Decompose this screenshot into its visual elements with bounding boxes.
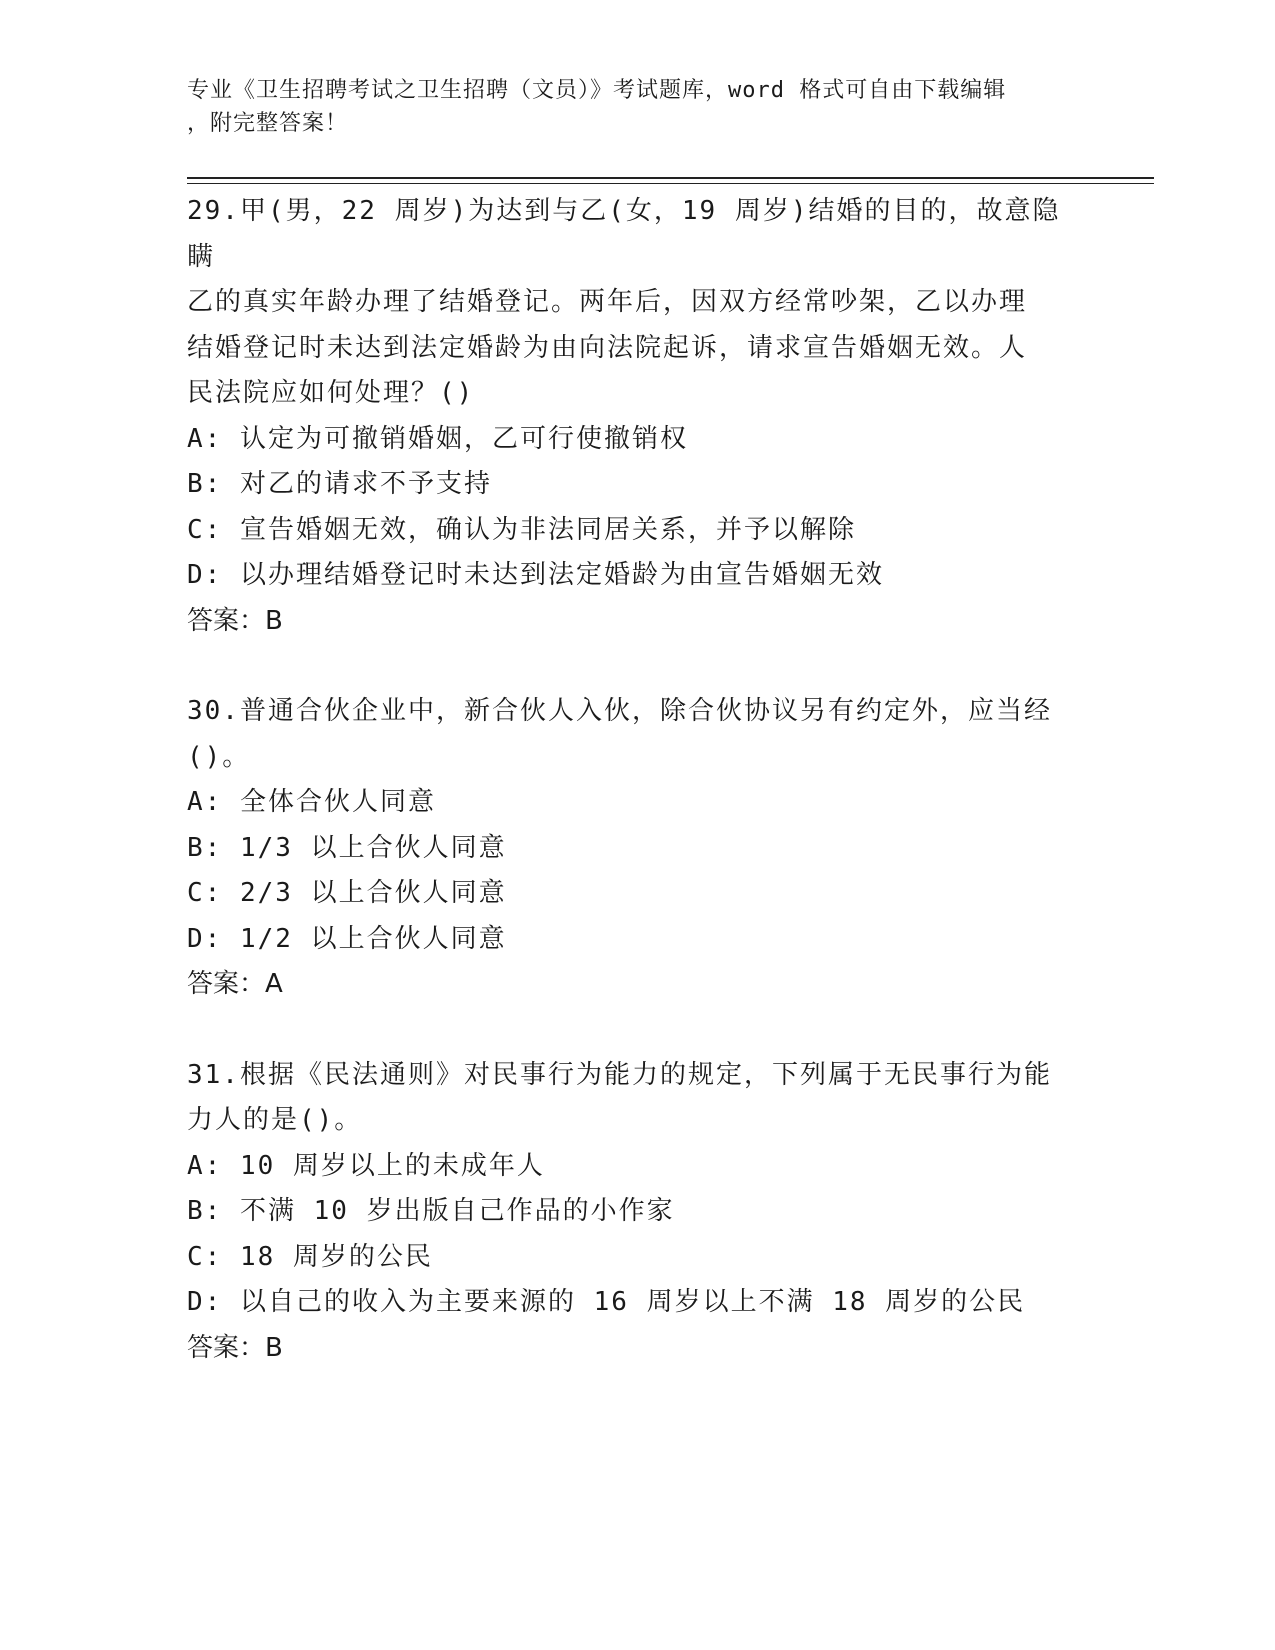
header-line-1: 专业《卫生招聘考试之卫生招聘（文员）》考试题库，word 格式可自由下载编辑 bbox=[187, 78, 1007, 103]
question-31 bbox=[187, 1053, 1087, 1372]
answer-text: 答案：B bbox=[187, 1332, 283, 1363]
option-d: D: 以办理结婚登记时未达到法定婚龄为由宣告婚姻无效 bbox=[187, 560, 884, 590]
question-text-line: 29.甲(男，22 周岁)为达到与乙(女，19 周岁)结婚的目的，故意隐瞒 bbox=[187, 196, 1061, 272]
option-b: B: 对乙的请求不予支持 bbox=[187, 469, 492, 499]
header-line-2: ，附完整答案！ bbox=[187, 111, 349, 136]
document-header bbox=[187, 74, 1067, 140]
option-d: D: 以自己的收入为主要来源的 16 周岁以上不满 18 周岁的公民 bbox=[187, 1287, 1026, 1317]
question-text-line: ()。 bbox=[187, 741, 251, 772]
question-text-line: 民法院应如何处理？() bbox=[187, 378, 475, 408]
option-d: D: 1/2 以上合伙人同意 bbox=[187, 923, 507, 954]
question-list bbox=[187, 189, 1087, 1416]
question-29 bbox=[187, 189, 1087, 644]
answer-text: 答案：A bbox=[187, 969, 283, 999]
answer-text: 答案：B bbox=[187, 605, 283, 636]
question-text-line: 30.普通合伙企业中，新合伙人入伙，除合伙协议另有约定外，应当经 bbox=[187, 696, 1052, 726]
question-30 bbox=[187, 689, 1087, 1008]
question-text-line: 乙的真实年龄办理了结婚登记。两年后，因双方经常吵架，乙以办理 bbox=[187, 287, 1028, 317]
option-a: A: 全体合伙人同意 bbox=[187, 787, 436, 817]
option-a: A: 认定为可撤销婚姻，乙可行使撤销权 bbox=[187, 423, 688, 454]
option-c: C: 18 周岁的公民 bbox=[187, 1241, 433, 1272]
option-a: A: 10 周岁以上的未成年人 bbox=[187, 1150, 545, 1181]
question-text-line: 力人的是()。 bbox=[187, 1105, 363, 1135]
option-c: C: 2/3 以上合伙人同意 bbox=[187, 878, 507, 908]
header-rule-thick bbox=[187, 177, 1154, 179]
question-text-line: 结婚登记时未达到法定婚龄为由向法院起诉，请求宣告婚姻无效。人 bbox=[187, 332, 1028, 363]
option-b: B: 1/3 以上合伙人同意 bbox=[187, 832, 507, 863]
header-rule-thin bbox=[187, 183, 1154, 184]
option-c: C: 宣告婚姻无效，确认为非法同居关系，并予以解除 bbox=[187, 514, 856, 545]
option-b: B: 不满 10 岁出版自己作品的小作家 bbox=[187, 1196, 675, 1226]
question-text-line: 31.根据《民法通则》对民事行为能力的规定，下列属于无民事行为能 bbox=[187, 1059, 1052, 1090]
